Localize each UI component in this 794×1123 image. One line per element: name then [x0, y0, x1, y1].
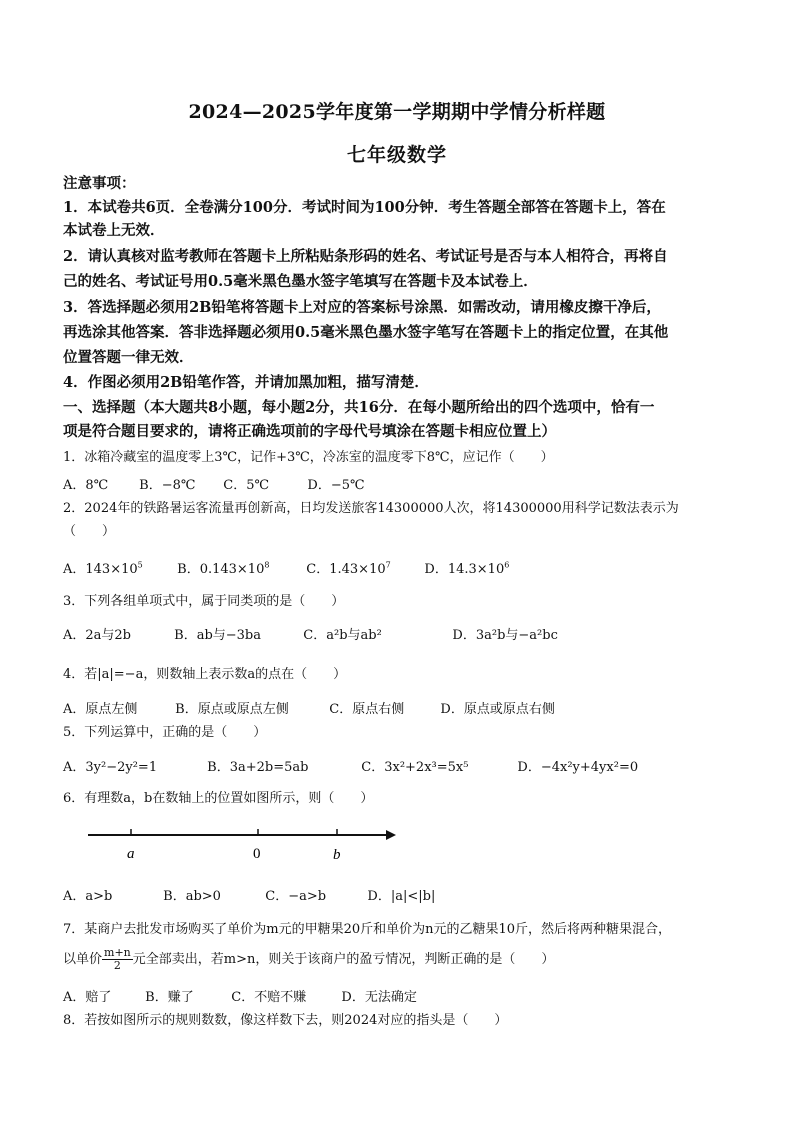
question-6-stem: 6．有理数a，b在数轴上的位置如图所示，则（ ） — [63, 791, 374, 806]
label-b: b — [333, 847, 341, 863]
q7-option-b: B．赚了 — [145, 990, 194, 1005]
q1-option-a: A．8℃ — [63, 478, 109, 493]
q5-option-b: B．3a+2b=5ab — [207, 760, 309, 775]
notice-item-3-line-3: 位置答题一律无效． — [63, 349, 194, 366]
q2-option-c: C．$1.43\times 10^7$ — [306, 560, 391, 577]
q6-option-b: B．ab>0 — [163, 889, 221, 904]
question-1-options — [63, 474, 365, 493]
q3-option-d: D．3a²b与−a²bc — [452, 628, 558, 643]
q1-option-c: C．5℃ — [223, 478, 270, 493]
question-5-options — [63, 756, 638, 775]
question-5-stem: 5．下列运算中，正确的是（ ） — [63, 725, 267, 740]
q2-option-b: B．$0.143\times 10^8$ — [177, 560, 270, 577]
label-zero: 0 — [253, 846, 261, 862]
q7-option-a: A．赔了 — [63, 990, 112, 1005]
q6-option-a: A．a>b — [63, 889, 113, 904]
q7-option-c: C．不赔不赚 — [231, 990, 307, 1005]
notice-item-1-line-2: 本试卷上无效． — [63, 222, 165, 239]
exam-title: 2024—2025学年度第一学期期中学情分析样题 — [188, 101, 606, 123]
question-2-stem: 2．2024年的铁路暑运客流量再创新高，日均发送旅客14300000人次，将14300000用科学记数法表示为 — [63, 501, 679, 516]
question-4-options — [63, 698, 555, 717]
q1-option-b: B．−8℃ — [139, 478, 196, 493]
q4-option-a: A．原点左侧 — [63, 702, 138, 717]
question-4-stem: 4．若|a|=−a，则数轴上表示数a的点在（ ） — [63, 667, 347, 682]
question-7-stem-line-2: 以单价 $\frac{m+n}{2}$ 元全部卖出，若m>n，则关于该商户的盈亏情况，判断正确的是（ ） — [63, 946, 555, 972]
q3-option-b: B．ab与−3ba — [174, 628, 262, 643]
notice-item-3-line-1: 3．答选择题必须用2B铅笔将答题卡上对应的答案标号涂黑．如需改动，请用橡皮擦干净后， — [63, 299, 661, 316]
question-3-options — [63, 624, 558, 643]
section-1-heading-line-2: 项是符合题目要求的，请将正确选项前的字母代号填涂在答题卡相应位置上） — [63, 423, 556, 440]
question-7-options — [63, 986, 417, 1005]
label-a: a — [127, 846, 135, 862]
number-line-arrow-icon — [386, 830, 396, 840]
notice-item-2-line-1: 2．请认真核对监考教师在答题卡上所粘贴条形码的姓名、考试证号是否与本人相符合，再将自 — [63, 248, 668, 265]
q3-option-a: A．2a与2b — [63, 628, 132, 643]
question-8-stem: 8．若按如图所示的规则数数，像这样数下去，则2024对应的指头是（ ） — [63, 1013, 508, 1028]
question-3-stem: 3．下列各组单项式中，属于同类项的是（ ） — [63, 594, 345, 609]
q6-option-c: C．−a>b — [265, 889, 327, 904]
question-6-options — [63, 885, 435, 904]
notice-item-3-line-2: 再选涂其他答案．答非选择题必须用0.5毫米黑色墨水签字笔写在答题卡上的指定位置，在其他 — [63, 324, 669, 341]
q3-option-c: C．a²b与ab² — [303, 628, 382, 643]
q2-option-a: A．$143\times 10^5$ — [63, 560, 143, 577]
notice-item-2-line-2: 己的姓名、考试证号用0.5毫米黑色墨水签字笔填写在答题卡及本试卷上． — [63, 273, 538, 290]
notice-item-4: 4．作图必须用2B铅笔作答，并请加黑加粗，描写清楚． — [63, 374, 429, 391]
number-line-figure — [86, 825, 396, 865]
q5-option-a: A．3y²−2y²=1 — [63, 760, 158, 775]
q4-option-c: C．原点右侧 — [329, 702, 405, 717]
q5-option-d: D．−4x²y+4yx²=0 — [517, 760, 639, 775]
q1-option-d: D．−5℃ — [307, 478, 365, 493]
notice-item-1-line-1: 1．本试卷共6页．全卷满分100分．考试时间为100分钟．考生答题全部答在答题卡上，答在 — [63, 199, 666, 216]
q5-option-c: C．3x²+2x³=5x⁵ — [361, 760, 469, 775]
q6-option-d: D．|a|<|b| — [367, 889, 436, 904]
section-1-heading-line-1: 一、选择题（本大题共8小题，每小题2分，共16分．在每小题所给出的四个选项中，恰有一 — [63, 399, 655, 416]
exam-subject: 七年级数学 — [346, 144, 447, 166]
question-2-stem-2: （ ） — [63, 524, 116, 539]
question-1-stem: 1．冰箱冷藏室的温度零上3℃，记作+3℃，冷冻室的温度零下8℃，应记作（ ） — [63, 450, 554, 465]
question-7-stem-line-1: 7．某商户去批发市场购买了单价为m元的甲糖果20斤和单价为n元的乙糖果10斤，然后将两种糖果混合， — [63, 922, 672, 937]
q2-option-d: D．$14.3\times 10^6$ — [424, 560, 510, 577]
fraction-m-plus-n-over-2: $\frac{m+n}{2}$ — [104, 946, 131, 972]
q7-option-d: D．无法确定 — [341, 990, 417, 1005]
question-2-options — [63, 558, 509, 577]
q4-option-d: D．原点或原点右侧 — [440, 702, 555, 717]
notice-heading: 注意事项： — [63, 175, 136, 192]
q4-option-b: B．原点或原点左侧 — [175, 702, 289, 717]
